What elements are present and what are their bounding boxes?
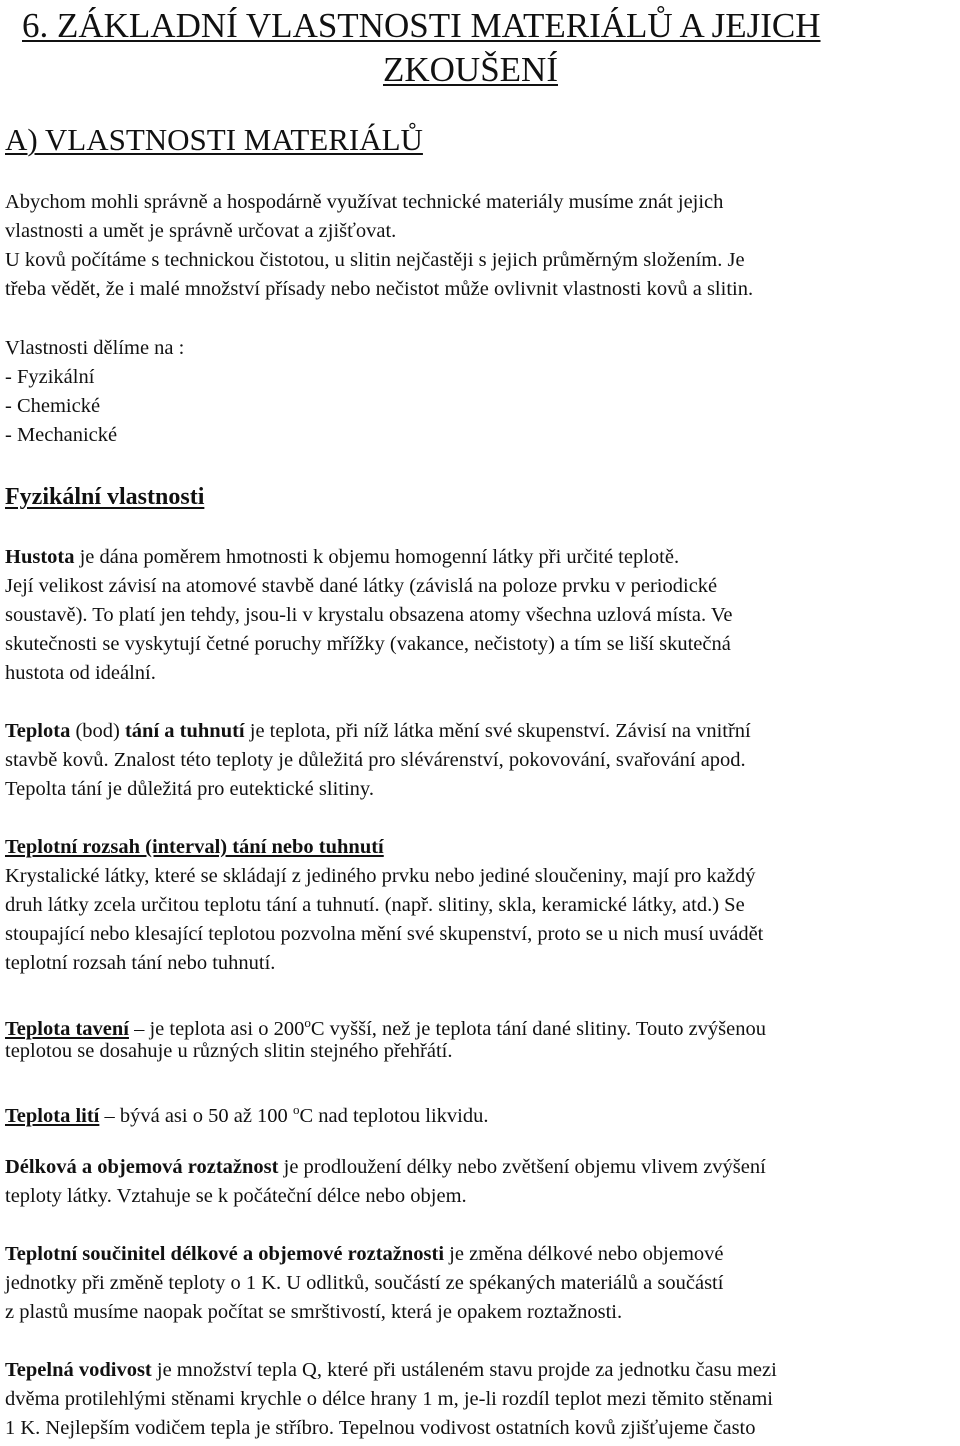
text-span: – je teplota asi o 200: [128, 1018, 305, 1040]
intro-line: třeba vědět, že i malé množství přísady nebo nečistot může ovlivnit vlastnosti kovů a slitin.: [5, 278, 754, 300]
text-span: C nad teplotou likvidu.: [299, 1105, 489, 1127]
paragraph-line: [5, 1356, 777, 1385]
paragraph-line: dvěma protilehlými stěnami krychle o délce hrany 1 m, je-li rozdíl teplot mezi těmito stěnami: [5, 1388, 773, 1410]
text-span: je prodloužení délky nebo zvětšení objemu vlivem zvýšení: [278, 1156, 766, 1178]
term-tani-tuhnuti: tání a tuhnutí: [124, 720, 245, 742]
paragraph-line: Její velikost závisí na atomové stavbě dané látky (závislá na poloze prvku v periodické: [5, 575, 718, 597]
term-teplota-taveni: Teplota tavení: [5, 1018, 129, 1040]
paragraph-line: Krystalické látky, které se skládají z jediného prvku nebo jediné sloučeniny, mají pro každý: [5, 865, 756, 887]
section-heading-a: A) VLASTNOSTI MATERIÁLŮ: [5, 122, 423, 157]
text-span: je množství tepla Q, které při ustáleném stavu projde za jednotku času mezi: [151, 1359, 777, 1381]
paragraph-line: z plastů musíme naopak počítat se smrštivostí, která je opakem roztažnosti.: [5, 1301, 623, 1323]
term-soucinitel: Teplotní součinitel délkové a objemové roztažnosti: [5, 1243, 445, 1265]
paragraph-line: [5, 717, 751, 746]
paragraph-line: hustota od ideální.: [5, 662, 156, 684]
text-span: C vyšší, než je teplota tání dané slitiny. Touto zvýšenou: [310, 1018, 767, 1040]
paragraph-line: druh látky zcela určitou teplotu tání a tuhnutí. (např. slitiny, skla, keramické látky, atd.) Se: [5, 894, 745, 916]
intro-line: vlastnosti a umět je správně určovat a zjišťovat.: [5, 220, 397, 242]
paragraph-line: teplotou se dosahuje u různých slitin stejného přehřátí.: [5, 1040, 453, 1062]
term-tepelna-vodivost: Tepelná vodivost: [5, 1359, 152, 1381]
paragraph-line: [5, 1240, 724, 1269]
term-heading-rozsah: Teplotní rozsah (interval) tání nebo tuhnutí: [5, 836, 384, 858]
superscript: o: [304, 1015, 311, 1030]
paragraph-line: stavbě kovů. Znalost této teploty je důležitá pro slévárenství, pokovování, svařování apod.: [5, 749, 746, 771]
paragraph-line: jednotky při změně teploty o 1 K. U odlitků, součástí ze spékaných materiálů a součástí: [5, 1272, 724, 1294]
paragraph-line: teplotní rozsah tání nebo tuhnutí.: [5, 952, 276, 974]
paragraph-line: soustavě). To platí jen tehdy, jsou-li v krystalu obsazena atomy všechna uzlová místa. Ve: [5, 604, 733, 626]
term-teplota: Teplota: [5, 720, 71, 742]
list-item: - Chemické: [5, 395, 101, 417]
text-span: – bývá asi o 50 až 100: [99, 1105, 293, 1127]
paragraph-line: teploty látky. Vztahuje se k počáteční délce nebo objem.: [5, 1185, 467, 1207]
text-span: je změna délkové nebo objemové: [444, 1243, 724, 1265]
properties-intro: Vlastnosti dělíme na :: [5, 337, 185, 359]
paragraph-line: [5, 543, 679, 572]
paragraph-line: skutečnosti se vyskytují četné poruchy mřížky (vakance, nečistoty) a tím se liší skutečná: [5, 633, 731, 655]
paragraph-line: [5, 1153, 766, 1182]
term-roztaznost: Délková a objemová roztažnost: [5, 1156, 279, 1178]
page-title-line2: ZKOUŠENÍ: [383, 50, 558, 89]
paragraph-line: Tepolta tání je důležitá pro eutektické slitiny.: [5, 778, 374, 800]
list-item: - Mechanické: [5, 424, 118, 446]
superscript: o: [292, 1102, 300, 1117]
paragraph-line: stoupající nebo klesající teplotou pozvolna mění své skupenství, proto se u nich musí uvádět: [5, 923, 764, 945]
page-title-line1: 6. ZÁKLADNÍ VLASTNOSTI MATERIÁLŮ A JEJICH: [22, 6, 821, 45]
text-span: (bod): [70, 720, 125, 742]
paragraph-line: [5, 1095, 488, 1131]
paragraph-line: 1 K. Nejlepším vodičem tepla je stříbro. Tepelnou vodivost ostatních kovů zjišťujeme často: [5, 1417, 756, 1439]
term-hustota: Hustota: [5, 546, 75, 568]
term-teplota-liti: Teplota lití: [5, 1105, 100, 1127]
intro-line: Abychom mohli správně a hospodárně využívat technické materiály musíme znát jejich: [5, 191, 724, 213]
text-span: je dána poměrem hmotnosti k objemu homogenní látky při určité teplotě.: [74, 546, 680, 568]
intro-line: U kovů počítáme s technickou čistotou, u slitin nejčastěji s jejich průměrným složením. Je: [5, 249, 745, 271]
list-item: - Fyzikální: [5, 366, 95, 388]
subsection-heading: Fyzikální vlastnosti: [5, 484, 205, 510]
text-span: je teplota, při níž látka mění své skupenství. Závisí na vnitřní: [244, 720, 751, 742]
